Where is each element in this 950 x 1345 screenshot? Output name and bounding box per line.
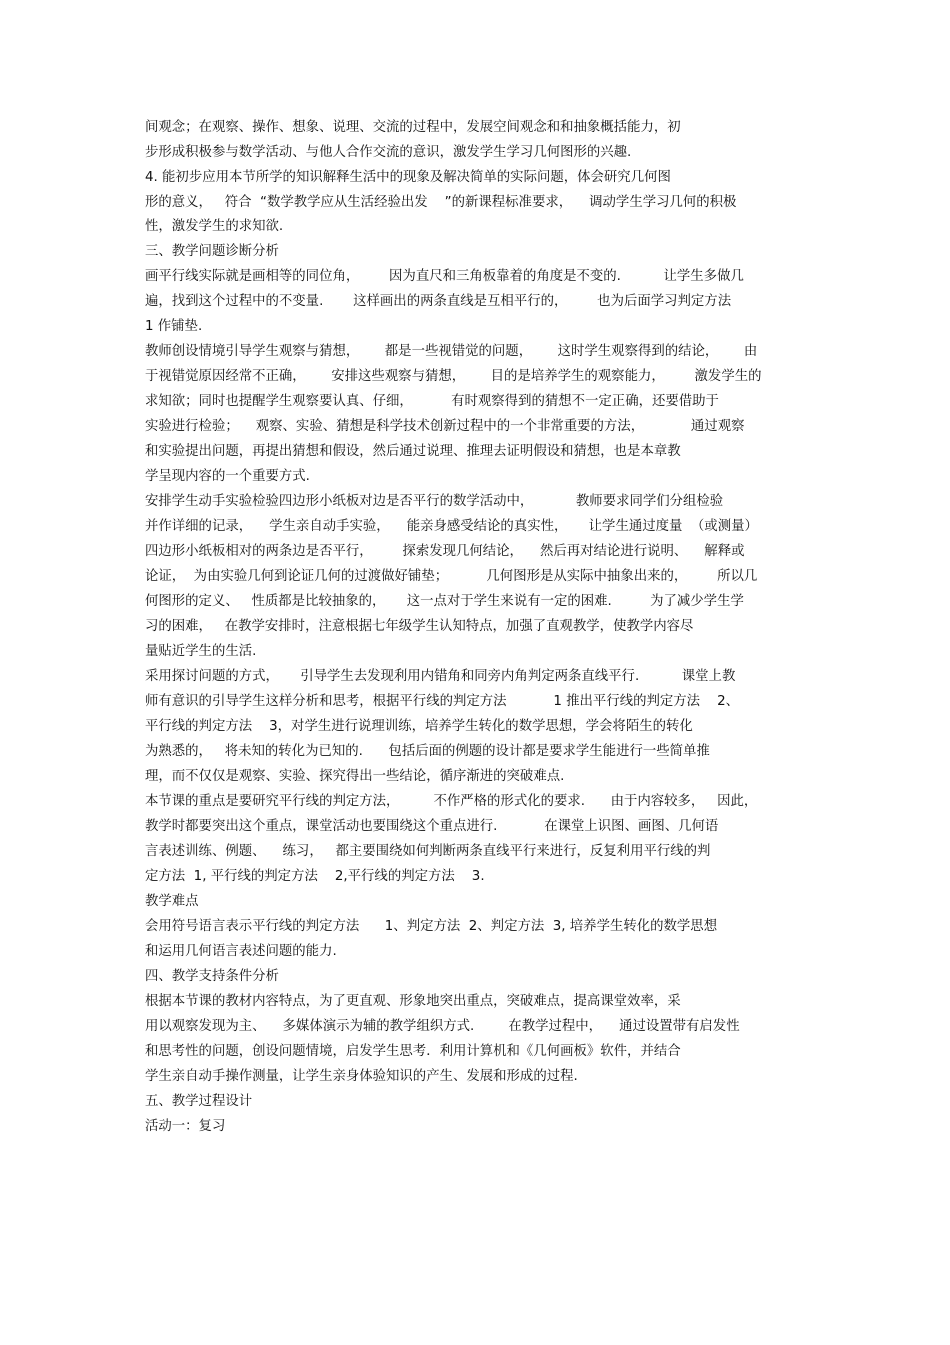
text-line: 教师创设情境引导学生观察与猜想， 都是一些视错觉的问题， 这时学生观察得到的结论， 由 <box>145 344 758 359</box>
text-line: 采用探讨问题的方式， 引导学生去发现利用内错角和同旁内角判定两条直线平行. 课堂上教 <box>145 669 736 684</box>
text-line: 画平行线实际就是画相等的同位角， 因为直尺和三角板靠着的角度是不变的. 让学生多做几 <box>145 269 744 284</box>
text-line: 并作详细的记录， 学生亲自动手实验， 能亲身感受结论的真实性， 让学生通过度量 （或测量） <box>145 519 758 534</box>
text-line: 求知欲；同时也提醒学生观察要认真、仔细， 有时观察得到的猜想不一定正确，还要借助于 <box>145 394 719 409</box>
text-line: 言表述训练、例题、 练习， 都主要围绕如何判断两条直线平行来进行，反复利用平行线的判 <box>145 844 711 859</box>
section-heading: 活动一：复习 <box>145 1119 226 1134</box>
text-line: 安排学生动手实验检验四边形小纸板对边是否平行的数学活动中， 教师要求同学们分组检验 <box>145 494 724 509</box>
text-line: 根据本节课的教材内容特点，为了更直观、形象地突出重点，突破难点，提高课堂效率，采 <box>145 994 681 1009</box>
section-heading: 四、教学支持条件分析 <box>145 969 279 984</box>
text-line: 和实验提出问题，再提出猜想和假设，然后通过说理、推理去证明假设和猜想，也是本章教 <box>145 444 681 459</box>
text-line: 教学时都要突出这个重点，课堂活动也要围绕这个重点进行. 在课堂上识图、画图、几何语 <box>145 819 719 834</box>
text-line: 遍，找到这个过程中的不变量. 这样画出的两条直线是互相平行的， 也为后面学习判定方法 <box>145 294 732 309</box>
text-line: 师有意识的引导学生这样分析和思考，根据平行线的判定方法 1 推出平行线的判定方法 2、 <box>145 694 739 709</box>
text-line: 为熟悉的， 将未知的转化为已知的. 包括后面的例题的设计都是要求学生能进行一些简单推 <box>145 744 710 759</box>
text-line: 定方法 1, 平行线的判定方法 2,平行线的判定方法 3. <box>145 869 485 884</box>
text-line: 用以观察发现为主、 多媒体演示为辅的教学组织方式. 在教学过程中， 通过设置带有启发性 <box>145 1019 740 1034</box>
text-line: 量贴近学生的生活. <box>145 644 257 659</box>
text-line: 于视错觉原因经常不正确， 安排这些观察与猜想， 目的是培养学生的观察能力， 激发学生的 <box>145 369 762 384</box>
text-line: 本节课的重点是要研究平行线的判定方法， 不作严格的形式化的要求. 由于内容较多， 因此， <box>145 794 758 809</box>
text-line: 学呈现内容的一个重要方式. <box>145 469 310 484</box>
text-line: 形的意义， 符合 “数学教学应从生活经验出发 ”的新课程标准要求， 调动学生学习几何的积极 <box>145 195 737 210</box>
section-heading: 教学难点 <box>145 894 199 909</box>
text-line: 间观念；在观察、操作、想象、说理、交流的过程中，发展空间观念和和抽象概括能力，初 <box>145 120 681 135</box>
text-line: 何图形的定义、 性质都是比较抽象的， 这一点对于学生来说有一定的困难. 为了减少学生学 <box>145 594 744 609</box>
text-line: 1 作铺垫. <box>145 319 203 334</box>
text-line: 学生亲自动手操作测量，让学生亲身体验知识的产生、发展和形成的过程. <box>145 1069 578 1084</box>
section-heading: 三、教学问题诊断分析 <box>145 244 279 259</box>
text-line: 平行线的判定方法 3，对学生进行说理训练，培养学生转化的数学思想，学会将陌生的转化 <box>145 719 693 734</box>
text-line: 步形成积极参与数学活动、与他人合作交流的意识，激发学生学习几何图形的兴趣. <box>145 145 632 160</box>
text-line: 性，激发学生的求知欲. <box>145 219 284 234</box>
text-line: 理，而不仅仅是观察、实验、探究得出一些结论，循序渐进的突破难点. <box>145 769 565 784</box>
text-line: 实验进行检验； 观察、实验、猜想是科学技术创新过程中的一个非常重要的方法， 通过观察 <box>145 419 745 434</box>
text-line: 和运用几何语言表述问题的能力. <box>145 944 337 959</box>
text-line: 会用符号语言表示平行线的判定方法 1、判定方法 2、判定方法 3, 培养学生转化的数学思想 <box>145 919 718 934</box>
text-line: 4. 能初步应用本节所学的知识解释生活中的现象及解决简单的实际问题，体会研究几何图 <box>145 170 671 185</box>
text-line: 论证， 为由实验几何到论证几何的过渡做好铺垫； 几何图形是从实际中抽象出来的， 所以几 <box>145 569 758 584</box>
text-line: 和思考性的问题，创设问题情境，启发学生思考．利用计算机和《几何画板》软件，并结合 <box>145 1044 681 1059</box>
section-heading: 五、教学过程设计 <box>145 1094 253 1109</box>
text-line: 习的困难， 在教学安排时，注意根据七年级学生认知特点，加强了直观教学，使教学内容尽 <box>145 619 694 634</box>
text-line: 四边形小纸板相对的两条边是否平行， 探索发现几何结论， 然后再对结论进行说明、 解释或 <box>145 544 745 559</box>
